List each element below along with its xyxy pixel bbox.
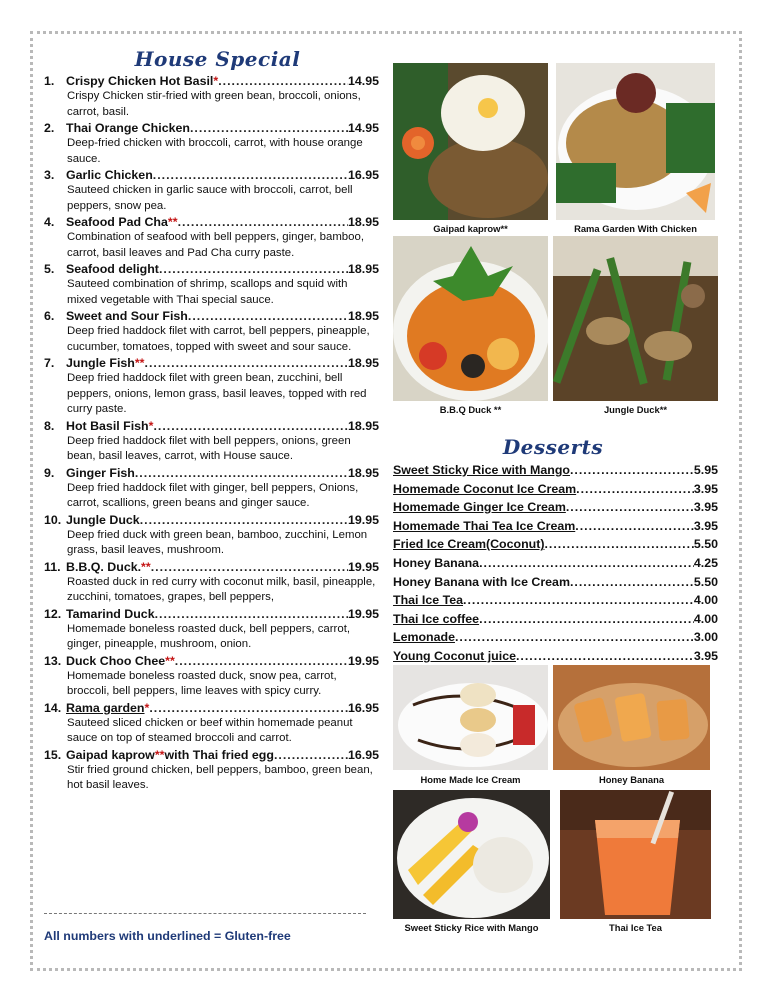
item-description: Crispy Chicken stir-fried with green bean, broccoli, onions, carrot, basil.	[67, 90, 361, 118]
menu-item	[44, 419, 379, 465]
dessert-name: Thai Ice coffee	[393, 611, 480, 626]
item-name: Jungle Fish	[66, 356, 135, 370]
leader-dots	[479, 610, 694, 629]
item-description: Roasted duck in red curry with coconut milk, basil, pineapple, zucchini, tomatoes, grapes, bell peppers,	[67, 575, 376, 603]
caption-jungle-duck: Jungle Duck**	[603, 404, 668, 415]
caption-sweet-sticky-rice: Sweet Sticky Rice with Mango	[404, 922, 539, 933]
menu-item-line	[44, 607, 379, 622]
menu-item-line	[44, 560, 379, 575]
item-number: 10.	[44, 512, 62, 527]
menu-item	[44, 560, 379, 606]
gluten-free-note: All numbers with underlined = Gluten-free	[44, 929, 291, 943]
menu-item-line	[44, 748, 379, 763]
dessert-price: 3.95	[693, 648, 718, 663]
menu-item	[44, 121, 379, 167]
item-price: 18.95	[347, 309, 379, 323]
photo-jungle-duck	[553, 236, 718, 401]
item-price: 18.95	[347, 465, 379, 480]
menu-item	[44, 607, 379, 653]
menu-item-line	[44, 701, 379, 716]
leader-dots	[190, 121, 348, 136]
dessert-price: 4.25	[693, 555, 718, 570]
dessert-name: Fried Ice Cream(Coconut)	[393, 537, 545, 552]
spicy-marker: *	[148, 418, 154, 433]
item-price: 14.95	[347, 121, 379, 135]
house-special-title: House Special	[134, 47, 301, 71]
dessert-name: Young Coconut juice	[393, 648, 516, 663]
spicy-marker: **	[141, 559, 151, 574]
dessert-name: Homemade Coconut Ice Cream	[393, 481, 577, 496]
item-name: Ginger Fish	[66, 465, 135, 480]
menu-item	[44, 654, 379, 700]
leader-dots	[145, 356, 348, 371]
item-name: Sweet and Sour Fish	[66, 309, 188, 323]
item-price: 16.95	[347, 700, 379, 715]
dessert-item	[393, 554, 718, 573]
menu-item-line	[44, 309, 379, 324]
caption-rama-garden: Rama Garden With Chicken	[574, 223, 697, 234]
menu-item	[44, 513, 379, 559]
item-name: Rama garden	[66, 700, 145, 715]
item-price: 16.95	[347, 747, 379, 762]
dessert-name: Homemade Thai Tea Ice Cream	[393, 518, 576, 533]
item-name: Garlic Chicken	[66, 168, 153, 182]
photo-sweet-sticky-rice	[393, 790, 550, 919]
spicy-marker: *	[144, 700, 150, 715]
item-price: 19.95	[347, 559, 379, 574]
menu-item-line	[44, 215, 379, 230]
item-name: Seafood Pad Cha	[66, 215, 168, 229]
item-description: Deep fried haddock filet with green bean, zucchini, bell peppers, onions, lemon grass, basil leaves, topped with red curry paste.	[67, 372, 367, 415]
photo-gaipad-kaprow	[393, 63, 548, 220]
caption-honey-banana: Honey Banana	[598, 774, 665, 785]
item-price: 19.95	[347, 653, 379, 668]
item-number: 5.	[44, 262, 55, 276]
item-number: 8.	[44, 418, 55, 433]
menu-item	[44, 701, 379, 747]
item-name: Tamarind Duck	[66, 606, 155, 621]
photo-bbq-duck	[393, 236, 548, 401]
photo-home-made-ice-cream	[393, 665, 548, 770]
item-name: Thai Orange Chicken	[66, 121, 190, 135]
desserts-list	[393, 461, 718, 666]
menu-item-line	[44, 356, 379, 371]
menu-item-line	[44, 262, 379, 277]
menu-item	[44, 748, 379, 794]
leader-dots	[576, 480, 694, 499]
menu-item	[44, 215, 379, 261]
dessert-item	[393, 591, 718, 610]
dessert-item	[393, 610, 718, 629]
leader-dots	[159, 262, 348, 277]
item-number: 12.	[44, 606, 62, 621]
leader-dots	[175, 654, 348, 669]
dessert-name: Honey Banana	[393, 555, 480, 570]
dessert-item	[393, 535, 718, 554]
item-name-suffix: with Thai fried egg	[164, 747, 274, 762]
menu-item-line	[44, 654, 379, 669]
dessert-item	[393, 628, 718, 647]
dessert-item	[393, 517, 718, 536]
dessert-item	[393, 498, 718, 517]
leader-dots	[463, 591, 694, 610]
item-number: 9.	[44, 465, 55, 480]
leader-dots	[178, 215, 348, 230]
leader-dots	[140, 513, 348, 528]
leader-dots	[544, 535, 693, 554]
desserts-title: Desserts	[502, 435, 604, 459]
dessert-price: 5.50	[693, 537, 718, 552]
leader-dots	[455, 628, 694, 647]
item-description: Homemade boneless roasted duck, bell peppers, carrot, ginger, pineapple, mushroom, onion.	[67, 622, 351, 650]
dessert-price: 4.00	[693, 611, 718, 626]
caption-thai-ice-tea: Thai Ice Tea	[609, 922, 662, 933]
item-price: 16.95	[347, 168, 379, 182]
menu-item	[44, 356, 379, 418]
leader-dots	[274, 748, 348, 763]
item-number: 6.	[44, 309, 55, 323]
item-number: 4.	[44, 215, 55, 229]
item-name: Seafood delight	[66, 262, 159, 276]
leader-dots	[149, 701, 348, 716]
menu-item-line	[44, 419, 379, 434]
item-description: Deep fried haddock filet with ginger, bell peppers, Onions, carrot, scallions, green beans and ginger sauce.	[67, 481, 359, 509]
leader-dots	[135, 466, 348, 481]
item-number: 3.	[44, 168, 55, 182]
item-number: 2.	[44, 121, 55, 135]
dessert-item	[393, 647, 718, 666]
spicy-marker: **	[167, 215, 178, 229]
item-price: 18.95	[347, 356, 379, 370]
item-price: 18.95	[347, 262, 379, 276]
leader-dots	[218, 74, 348, 89]
menu-item	[44, 466, 379, 512]
leader-dots	[575, 517, 694, 536]
item-description: Sauteed combination of shrimp, scallops and squid with mixed vegetable with Thai special sauce.	[67, 278, 348, 306]
dessert-name: Homemade Ginger Ice Cream	[393, 500, 566, 515]
leader-dots	[155, 607, 348, 622]
spicy-marker: **	[165, 653, 175, 668]
menu-item	[44, 74, 379, 120]
leader-dots	[188, 309, 348, 324]
item-number: 7.	[44, 356, 55, 370]
dessert-price: 3.95	[693, 481, 718, 496]
dessert-price: 4.00	[693, 593, 718, 608]
item-number: 15.	[44, 747, 62, 762]
item-name: Crispy Chicken Hot Basil	[66, 74, 214, 88]
leader-dots	[153, 419, 348, 434]
dessert-price: 5.95	[693, 463, 718, 477]
photo-thai-ice-tea	[560, 790, 711, 919]
menu-item	[44, 309, 379, 355]
dessert-price: 5.50	[693, 574, 718, 589]
item-name: B.B.Q. Duck.	[66, 559, 142, 574]
item-price: 18.95	[347, 418, 379, 433]
item-name: Jungle Duck	[66, 512, 140, 527]
dessert-name: Lemonade	[393, 630, 455, 645]
leader-dots	[570, 573, 694, 592]
dessert-price: 3.95	[693, 518, 718, 533]
caption-gaipad-kaprow: Gaipad kaprow**	[433, 223, 508, 234]
item-description: Sauteed chicken in garlic sauce with broccoli, carrot, bell peppers, snow pea.	[67, 184, 353, 212]
dessert-item	[393, 461, 718, 480]
item-description: Combination of seafood with bell peppers, ginger, bamboo, carrot, basil leaves and Pad Cha curry paste.	[67, 231, 364, 259]
photo-honey-banana	[553, 665, 710, 770]
item-number: 11.	[44, 559, 61, 574]
dessert-name: Thai Ice Tea	[393, 593, 464, 608]
item-description: Stir fried ground chicken, bell peppers, bamboo, green bean, hot basil leaves.	[67, 763, 373, 791]
photo-rama-garden	[556, 63, 715, 220]
leader-dots	[570, 461, 694, 480]
menu-item-line	[44, 513, 379, 528]
leader-dots	[479, 554, 694, 573]
item-name: Duck Choo Chee	[66, 653, 166, 668]
menu-item-line	[44, 168, 379, 183]
dessert-name: Sweet Sticky Rice with Mango	[393, 463, 570, 477]
caption-home-made-ice-cream: Home Made Ice Cream	[420, 774, 521, 785]
leader-dots	[153, 168, 348, 183]
item-price: 14.95	[347, 74, 379, 88]
dessert-item	[393, 480, 718, 499]
item-number: 13.	[44, 653, 62, 668]
house-special-section	[44, 44, 379, 795]
footer-divider	[44, 913, 366, 914]
item-price: 19.95	[347, 512, 379, 527]
menu-item	[44, 168, 379, 214]
item-description: Sauteed sliced chicken or beef within homemade peanut sauce on top of steamed broccoli and carrot.	[67, 716, 353, 744]
item-description: Deep fried duck with green bean, bamboo, zucchini, Lemon grass, basil leaves, mushroom.	[67, 528, 368, 556]
item-description: Homemade boneless roasted duck, snow pea, carrot, broccoli, bell peppers, lime leaves with spicy curry.	[67, 669, 337, 697]
spicy-marker: **	[154, 747, 165, 762]
leader-dots	[566, 498, 694, 517]
spicy-marker: **	[134, 356, 145, 370]
dessert-price: 3.00	[693, 630, 718, 645]
menu-item	[44, 262, 379, 308]
caption-bbq-duck: B.B.Q Duck **	[439, 404, 502, 415]
item-price: 18.95	[347, 215, 379, 229]
item-description: Deep fried haddock filet with bell peppers, onions, green bean, basil leaves, carrot, with House sauce.	[67, 434, 351, 462]
item-description: Deep-fried chicken with broccoli, carrot, with house orange sauce.	[67, 137, 363, 165]
spicy-marker: *	[213, 74, 219, 88]
menu-item-line	[44, 466, 379, 481]
item-name: Hot Basil Fish	[66, 418, 149, 433]
menu-item-line	[44, 121, 379, 136]
house-special-list	[44, 74, 379, 794]
menu-item-line	[44, 74, 379, 89]
dessert-item	[393, 573, 718, 592]
leader-dots	[516, 647, 694, 666]
leader-dots	[151, 560, 348, 575]
item-price: 19.95	[347, 606, 379, 621]
item-description: Deep fried haddock filet with carrot, bell peppers, pineapple, cucumber, tomatoes, topped with sweet and sour sauce.	[67, 325, 370, 353]
item-name: Gaipad kaprow	[66, 747, 155, 762]
item-number: 14.	[44, 700, 62, 715]
dessert-name: Honey Banana with Ice Cream	[393, 574, 570, 589]
item-number: 1.	[44, 74, 55, 88]
dessert-price: 3.95	[693, 500, 718, 515]
